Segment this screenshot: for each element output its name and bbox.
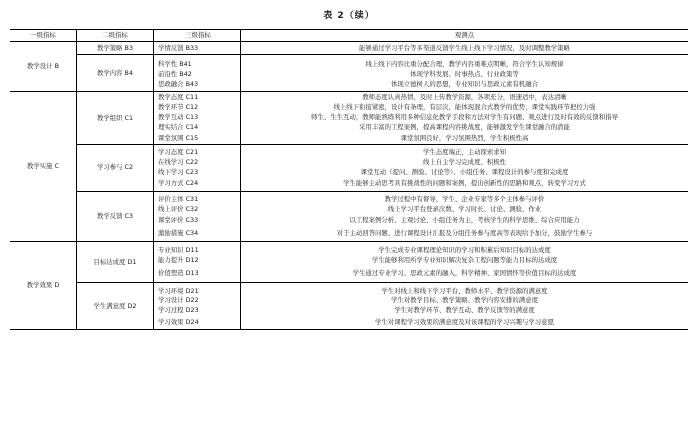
observation-cell: 学生对课程学习效果的满意度及对该课程的学习兴趣与学习意愿 [241,316,689,330]
level3-cell: 学习态度 C21 [154,145,241,158]
level2-cell: 学习参与 C2 [77,145,154,192]
level2-cell: 教学内容 B4 [77,55,154,92]
level3-cell: 教学环节 C12 [154,103,241,113]
level2-cell: 目标达成度 D1 [77,242,154,283]
level3-cell: 学习环境 D21 [154,282,241,296]
table-row [10,191,688,204]
level3-cell: 课堂评价 C33 [154,215,241,226]
observation-cell: 线上线下衔接紧密，设计有条理，有层次，能体现混合式教学的优势，课堂实践环节把控力强 [333,103,596,111]
table-row [10,282,688,296]
observation-cell: 学生能够利用所学专业知识解决复杂工程问题等能力目标的达成度 [371,255,558,264]
level3-cell: 线上评价 C32 [154,204,241,215]
level3-cell: 课堂氛围 C15 [154,133,241,145]
level3-cell: 科学性 B41 [154,55,241,70]
level3-cell: 教学互动 C13 [154,113,241,123]
level2-cell: 教学策略 B3 [77,42,154,55]
table-title: 表 2（续） [323,11,375,21]
observation-cell: 线上学习平台登录次数、学习时长、讨论、测验、作业 [387,204,542,213]
observation-cell: 体现立德树人的思想，专业知识与思政元素有机融合 [241,79,689,92]
evaluation-index-table [10,29,688,330]
level3-cell: 学习过程 D23 [154,306,241,316]
observation-cell: 教师态度认真热情，及时上传教学资源，各项充分，语速适中，表达清晰 [362,92,567,101]
observation-cell: 学生通过专业学习、思政元素的融入，科学精神、家国情怀等价值目标的达成度 [241,265,689,282]
observation-cell: 课堂互动（提问、测验、讨论等）、小组任务、课程设计的参与度和完成度 [360,167,569,176]
table-row [10,92,688,103]
level3-cell: 学习方式 C24 [154,177,241,191]
observation-cell: 能够通过学习平台等多渠道反馈学生线上线下学习情况，及时调整教学策略 [241,42,689,55]
header-level3: 三级指标 [154,30,241,42]
level3-cell: 思政融合 B43 [154,79,241,92]
observation-cell: 学生完成专业课程理论知识的学习和积累后知识目标的达成度 [378,246,551,254]
observation-cell: 以工程案例分析、主观讨论、小组任务为主，考核学生的科学思维、综合应用能力 [349,215,580,224]
level3-cell: 前沿性 B42 [154,70,241,79]
observation-cell: 线上自主学习完成度、积极性 [422,157,507,166]
observation-cell: 学生对教学环节、教学互动、教学反馈等的满意度 [394,306,535,314]
level3-cell: 能力提升 D12 [154,255,241,265]
observation-cell: 学生态度端正，主动探索求知 [422,148,507,156]
observation-cell: 学生对教学目标、教学策略、教学内容安排的满意度 [391,296,538,304]
level1-cell: 教学实施 C [10,92,77,242]
level3-cell: 学习效果 D24 [154,316,241,330]
level3-cell: 评价主体 C31 [154,191,241,204]
level3-cell: 学情反馈 B33 [154,42,241,55]
observation-cell: 对于主动回答问题、进行课程设计汇报及分组任务参与度高等表现给予加分，鼓励学生参与 [241,226,689,242]
observation-cell: 学生对线上和线下学习平台、教师水平、教学资源的满意度 [381,286,548,295]
observation-cell: 采用丰富的工程案例，提高课程内容挑战度，能够激发学生课堂融合的潜能 [359,123,570,131]
table-row [10,55,688,70]
level3-cell: 激励措施 C34 [154,226,241,242]
level3-cell: 教学态度 C11 [154,92,241,103]
observation-cell: 线上线下内容比重分配合理，教学内容重难点明晰，符合学生认知规律 [365,60,564,69]
observation-cell: 教学过程中有督导、学生、企业专家等多个主体参与评价 [384,194,545,203]
level3-cell: 学习设计 D22 [154,296,241,306]
level2-cell: 学生满意度 D2 [77,282,154,330]
observation-cell: 体现学科发展、时事热点、行业政策等 [410,69,519,78]
header-level1: 一级指标 [10,30,77,42]
header-level2: 二级指标 [77,30,154,42]
level1-cell: 教学效果 D [10,242,77,330]
level3-cell: 理实结合 C14 [154,123,241,133]
observation-cell: 课堂氛围良好，学习氛围热烈，学生积极性高 [241,133,689,145]
level2-cell: 教学组织 C1 [77,92,154,145]
level3-cell: 在线学习 C22 [154,157,241,167]
table-row [10,42,688,55]
observation-cell: 师生、生生互动，教师能熟练利用多种信息化教学手段和方法对学生有问题、观点进行及时有效的反馈和指导 [311,113,618,121]
level1-cell: 教学设计 B [10,42,77,92]
header-observation: 观测点 [241,30,689,42]
level3-cell: 价值塑造 D13 [154,265,241,282]
level3-cell: 线下学习 C23 [154,167,241,177]
table-row [10,145,688,158]
observation-cell: 学生能够主动思考具有挑战性的问题和案例，提出创新性的思路和观点，转变学习方式 [241,177,689,191]
level3-cell: 专业知识 D11 [154,242,241,256]
table-row [10,242,688,256]
header-row [10,30,688,42]
level2-cell: 教学反馈 C3 [77,191,154,242]
